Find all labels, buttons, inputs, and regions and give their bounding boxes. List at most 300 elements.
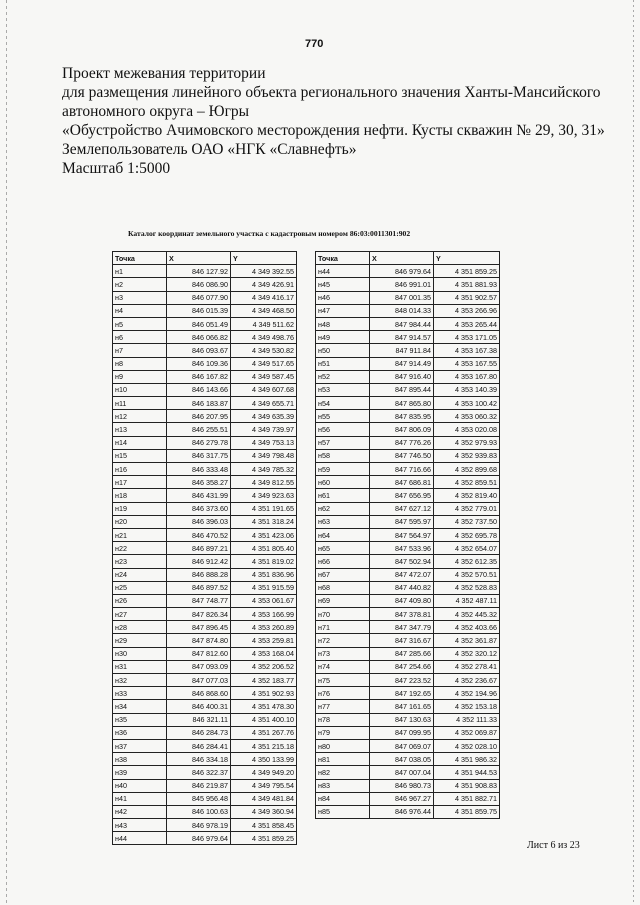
cell-y: 4 352 111.33 bbox=[434, 713, 500, 726]
cell-x: 846 321.11 bbox=[167, 713, 231, 726]
cell-point: н33 bbox=[113, 687, 167, 700]
cell-y: 4 349 468.50 bbox=[231, 304, 297, 317]
cell-y: 4 349 416.17 bbox=[231, 291, 297, 304]
cell-point: н14 bbox=[113, 436, 167, 449]
cell-y: 4 349 655.71 bbox=[231, 397, 297, 410]
cell-y: 4 349 530.82 bbox=[231, 344, 297, 357]
cell-y: 4 351 944.53 bbox=[434, 766, 500, 779]
table-row bbox=[113, 819, 297, 832]
cell-x: 847 595.97 bbox=[370, 515, 434, 528]
cell-x: 846 183.87 bbox=[167, 397, 231, 410]
cell-point: н52 bbox=[316, 370, 370, 383]
cell-point: н67 bbox=[316, 568, 370, 581]
cell-x: 847 806.09 bbox=[370, 423, 434, 436]
cell-y: 4 351 858.45 bbox=[231, 819, 297, 832]
table-row bbox=[316, 621, 500, 634]
table-row bbox=[316, 502, 500, 515]
cell-point: н84 bbox=[316, 792, 370, 805]
table-row bbox=[113, 634, 297, 647]
table-row bbox=[113, 568, 297, 581]
table-row bbox=[113, 753, 297, 766]
cell-x: 847 746.50 bbox=[370, 449, 434, 462]
cell-point: н70 bbox=[316, 608, 370, 621]
cell-x: 846 167.82 bbox=[167, 370, 231, 383]
cell-y: 4 351 859.25 bbox=[231, 832, 297, 845]
cell-point: н26 bbox=[113, 594, 167, 607]
table-row bbox=[113, 344, 297, 357]
table-row bbox=[113, 476, 297, 489]
cell-y: 4 352 153.18 bbox=[434, 700, 500, 713]
cell-y: 4 352 779.01 bbox=[434, 502, 500, 515]
cell-x: 847 378.81 bbox=[370, 608, 434, 621]
cell-x: 846 015.39 bbox=[167, 304, 231, 317]
cell-y: 4 352 528.83 bbox=[434, 581, 500, 594]
cell-y: 4 352 206.52 bbox=[231, 660, 297, 673]
cell-y: 4 351 915.59 bbox=[231, 581, 297, 594]
cell-y: 4 349 753.13 bbox=[231, 436, 297, 449]
cell-x: 846 373.60 bbox=[167, 502, 231, 515]
cell-x: 846 077.90 bbox=[167, 291, 231, 304]
cell-x: 847 564.97 bbox=[370, 528, 434, 541]
table-row bbox=[113, 317, 297, 330]
table-row bbox=[113, 805, 297, 818]
cell-point: н38 bbox=[113, 753, 167, 766]
table-row bbox=[316, 357, 500, 370]
table-row bbox=[113, 304, 297, 317]
cell-point: н62 bbox=[316, 502, 370, 515]
header-line: для размещения линейного объекта регионального значения Ханты-Мансийского bbox=[62, 84, 601, 101]
cell-x: 846 979.64 bbox=[167, 832, 231, 845]
cell-x: 846 284.41 bbox=[167, 739, 231, 752]
project-header bbox=[62, 64, 622, 178]
cell-y: 4 353 260.89 bbox=[231, 621, 297, 634]
table-body-right bbox=[316, 265, 500, 819]
cell-point: н11 bbox=[113, 397, 167, 410]
header-line: Землепользователь ОАО «НГК «Славнефть» bbox=[62, 141, 357, 158]
cell-point: н15 bbox=[113, 449, 167, 462]
table-row bbox=[316, 779, 500, 792]
column-header-x: X bbox=[370, 252, 434, 265]
cell-point: н79 bbox=[316, 726, 370, 739]
table-row bbox=[113, 449, 297, 462]
cell-y: 4 349 607.68 bbox=[231, 383, 297, 396]
scan-edge-right bbox=[633, 0, 634, 905]
coordinates-table-left bbox=[112, 251, 297, 845]
catalog-title: Каталог координат земельного участка с кадастровым номером 86:03:0011301:902 bbox=[128, 229, 411, 238]
cell-y: 4 352 654.07 bbox=[434, 542, 500, 555]
cell-point: н24 bbox=[113, 568, 167, 581]
cell-point: н64 bbox=[316, 528, 370, 541]
cell-point: н18 bbox=[113, 489, 167, 502]
cell-y: 4 352 194.96 bbox=[434, 687, 500, 700]
cell-y: 4 351 400.10 bbox=[231, 713, 297, 726]
table-row bbox=[316, 278, 500, 291]
cell-y: 4 349 511.62 bbox=[231, 317, 297, 330]
cell-point: н2 bbox=[113, 278, 167, 291]
cell-point: н4 bbox=[113, 304, 167, 317]
cell-y: 4 351 859.75 bbox=[434, 805, 500, 818]
header-line: «Обустройство Ачимовского месторождения нефти. Кусты скважин № 29, 30, 31» bbox=[62, 122, 605, 139]
table-row bbox=[113, 331, 297, 344]
cell-x: 847 826.34 bbox=[167, 608, 231, 621]
table-row bbox=[113, 555, 297, 568]
cell-x: 846 967.27 bbox=[370, 792, 434, 805]
cell-y: 4 351 908.83 bbox=[434, 779, 500, 792]
cell-point: н10 bbox=[113, 383, 167, 396]
cell-point: н83 bbox=[316, 779, 370, 792]
table-row bbox=[316, 489, 500, 502]
table-row bbox=[316, 304, 500, 317]
table-row bbox=[316, 449, 500, 462]
cell-y: 4 349 923.63 bbox=[231, 489, 297, 502]
table-row bbox=[316, 581, 500, 594]
cell-point: н7 bbox=[113, 344, 167, 357]
cell-y: 4 352 899.68 bbox=[434, 463, 500, 476]
table-row bbox=[113, 726, 297, 739]
cell-x: 847 533.96 bbox=[370, 542, 434, 555]
cell-point: н69 bbox=[316, 594, 370, 607]
table-row bbox=[316, 594, 500, 607]
table-row bbox=[316, 647, 500, 660]
cell-point: н66 bbox=[316, 555, 370, 568]
cell-point: н32 bbox=[113, 674, 167, 687]
cell-point: н72 bbox=[316, 634, 370, 647]
cell-x: 846 400.31 bbox=[167, 700, 231, 713]
cell-x: 847 316.67 bbox=[370, 634, 434, 647]
cell-x: 847 254.66 bbox=[370, 660, 434, 673]
cell-x: 847 896.45 bbox=[167, 621, 231, 634]
cell-x: 846 100.63 bbox=[167, 805, 231, 818]
cell-y: 4 351 191.65 bbox=[231, 502, 297, 515]
table-row bbox=[316, 528, 500, 541]
cell-point: н30 bbox=[113, 647, 167, 660]
cell-x: 847 093.09 bbox=[167, 660, 231, 673]
cell-y: 4 352 403.66 bbox=[434, 621, 500, 634]
cell-y: 4 352 445.32 bbox=[434, 608, 500, 621]
cell-y: 4 349 798.48 bbox=[231, 449, 297, 462]
table-row bbox=[113, 766, 297, 779]
cell-point: н50 bbox=[316, 344, 370, 357]
cell-x: 847 001.35 bbox=[370, 291, 434, 304]
cell-point: н31 bbox=[113, 660, 167, 673]
table-row bbox=[316, 766, 500, 779]
cell-point: н5 bbox=[113, 317, 167, 330]
cell-x: 847 347.79 bbox=[370, 621, 434, 634]
cell-point: н42 bbox=[113, 805, 167, 818]
cell-point: н61 bbox=[316, 489, 370, 502]
table-row bbox=[113, 779, 297, 792]
table-body-left bbox=[113, 265, 297, 845]
cell-point: н68 bbox=[316, 581, 370, 594]
cell-x: 846 868.60 bbox=[167, 687, 231, 700]
cell-y: 4 353 061.67 bbox=[231, 594, 297, 607]
cell-x: 847 130.63 bbox=[370, 713, 434, 726]
column-header-point: Точка bbox=[113, 252, 167, 265]
cell-y: 4 353 140.39 bbox=[434, 383, 500, 396]
cell-x: 847 627.12 bbox=[370, 502, 434, 515]
table-row bbox=[316, 713, 500, 726]
table-row bbox=[316, 792, 500, 805]
cell-x: 846 358.27 bbox=[167, 476, 231, 489]
table-row bbox=[113, 713, 297, 726]
table-row bbox=[316, 555, 500, 568]
cell-x: 846 051.49 bbox=[167, 317, 231, 330]
cell-point: н58 bbox=[316, 449, 370, 462]
cell-x: 846 093.67 bbox=[167, 344, 231, 357]
cell-x: 846 284.73 bbox=[167, 726, 231, 739]
cell-x: 847 914.49 bbox=[370, 357, 434, 370]
table-row bbox=[316, 436, 500, 449]
header-line: автономного округа – Югры bbox=[62, 103, 250, 120]
cell-x: 847 223.52 bbox=[370, 674, 434, 687]
cell-x: 847 077.03 bbox=[167, 674, 231, 687]
cell-point: н17 bbox=[113, 476, 167, 489]
table-row bbox=[316, 370, 500, 383]
column-header-point: Точка bbox=[316, 252, 370, 265]
cell-point: н71 bbox=[316, 621, 370, 634]
table-row bbox=[316, 726, 500, 739]
table-row bbox=[316, 410, 500, 423]
cell-x: 846 978.19 bbox=[167, 819, 231, 832]
scan-edge-left bbox=[6, 0, 7, 905]
cell-y: 4 349 949.20 bbox=[231, 766, 297, 779]
table-row bbox=[316, 397, 500, 410]
cell-y: 4 352 236.67 bbox=[434, 674, 500, 687]
cell-y: 4 351 902.93 bbox=[231, 687, 297, 700]
cell-point: н60 bbox=[316, 476, 370, 489]
table-row bbox=[316, 805, 500, 818]
cell-x: 847 835.95 bbox=[370, 410, 434, 423]
cell-x: 847 472.07 bbox=[370, 568, 434, 581]
table-row bbox=[316, 739, 500, 752]
table-row bbox=[113, 463, 297, 476]
cell-x: 847 007.04 bbox=[370, 766, 434, 779]
table-row bbox=[113, 621, 297, 634]
cell-point: н85 bbox=[316, 805, 370, 818]
cell-x: 847 895.44 bbox=[370, 383, 434, 396]
cell-point: н44 bbox=[316, 265, 370, 278]
cell-y: 4 349 587.45 bbox=[231, 370, 297, 383]
cell-y: 4 352 361.87 bbox=[434, 634, 500, 647]
cell-y: 4 353 166.99 bbox=[231, 608, 297, 621]
cell-x: 847 916.40 bbox=[370, 370, 434, 383]
cell-x: 846 279.78 bbox=[167, 436, 231, 449]
table-header-row bbox=[316, 252, 500, 265]
cell-x: 846 470.52 bbox=[167, 528, 231, 541]
cell-y: 4 351 819.02 bbox=[231, 555, 297, 568]
table-row bbox=[316, 383, 500, 396]
cell-y: 4 349 739.97 bbox=[231, 423, 297, 436]
cell-x: 847 911.84 bbox=[370, 344, 434, 357]
table-row bbox=[113, 436, 297, 449]
cell-x: 848 014.33 bbox=[370, 304, 434, 317]
cell-y: 4 352 487.11 bbox=[434, 594, 500, 607]
cell-point: н36 bbox=[113, 726, 167, 739]
cell-x: 846 109.36 bbox=[167, 357, 231, 370]
cell-y: 4 351 902.57 bbox=[434, 291, 500, 304]
cell-x: 846 086.90 bbox=[167, 278, 231, 291]
table-row bbox=[316, 542, 500, 555]
cell-point: н16 bbox=[113, 463, 167, 476]
cell-point: н28 bbox=[113, 621, 167, 634]
cell-x: 846 396.03 bbox=[167, 515, 231, 528]
cell-point: н53 bbox=[316, 383, 370, 396]
cell-x: 846 897.52 bbox=[167, 581, 231, 594]
cell-point: н49 bbox=[316, 331, 370, 344]
cell-point: н65 bbox=[316, 542, 370, 555]
cell-y: 4 353 020.08 bbox=[434, 423, 500, 436]
table-header-row bbox=[113, 252, 297, 265]
cell-point: н81 bbox=[316, 753, 370, 766]
cell-point: н37 bbox=[113, 739, 167, 752]
cell-x: 846 207.95 bbox=[167, 410, 231, 423]
cell-y: 4 350 133.99 bbox=[231, 753, 297, 766]
table-row bbox=[113, 542, 297, 555]
table-row bbox=[113, 489, 297, 502]
cell-point: н80 bbox=[316, 739, 370, 752]
cell-y: 4 352 320.12 bbox=[434, 647, 500, 660]
cell-x: 847 716.66 bbox=[370, 463, 434, 476]
cell-y: 4 351 478.30 bbox=[231, 700, 297, 713]
cell-y: 4 351 267.76 bbox=[231, 726, 297, 739]
table-row bbox=[316, 674, 500, 687]
cell-point: н43 bbox=[113, 819, 167, 832]
cell-y: 4 353 265.44 bbox=[434, 317, 500, 330]
table-row bbox=[113, 357, 297, 370]
cell-point: н47 bbox=[316, 304, 370, 317]
cell-x: 846 219.87 bbox=[167, 779, 231, 792]
cell-y: 4 352 819.40 bbox=[434, 489, 500, 502]
table-row bbox=[316, 423, 500, 436]
cell-x: 846 979.64 bbox=[370, 265, 434, 278]
table-row bbox=[316, 463, 500, 476]
header-line: Масштаб 1:5000 bbox=[62, 160, 171, 177]
cell-x: 847 984.44 bbox=[370, 317, 434, 330]
column-header-y: Y bbox=[231, 252, 297, 265]
cell-point: н29 bbox=[113, 634, 167, 647]
cell-point: н57 bbox=[316, 436, 370, 449]
cell-y: 4 352 612.35 bbox=[434, 555, 500, 568]
cell-point: н20 bbox=[113, 515, 167, 528]
cell-y: 4 351 805.40 bbox=[231, 542, 297, 555]
header-line: Проект межевания территории bbox=[62, 65, 266, 82]
cell-y: 4 353 266.96 bbox=[434, 304, 500, 317]
table-row bbox=[113, 700, 297, 713]
cell-x: 847 914.57 bbox=[370, 331, 434, 344]
cell-point: н27 bbox=[113, 608, 167, 621]
table-row bbox=[316, 331, 500, 344]
cell-y: 4 351 423.06 bbox=[231, 528, 297, 541]
table-row bbox=[113, 594, 297, 607]
cell-point: н59 bbox=[316, 463, 370, 476]
cell-point: н35 bbox=[113, 713, 167, 726]
cell-x: 847 409.80 bbox=[370, 594, 434, 607]
cell-point: н73 bbox=[316, 647, 370, 660]
cell-y: 4 352 859.51 bbox=[434, 476, 500, 489]
cell-x: 846 431.99 bbox=[167, 489, 231, 502]
cell-x: 846 066.82 bbox=[167, 331, 231, 344]
cell-point: н45 bbox=[316, 278, 370, 291]
cell-point: н21 bbox=[113, 528, 167, 541]
cell-x: 846 991.01 bbox=[370, 278, 434, 291]
cell-y: 4 351 986.32 bbox=[434, 753, 500, 766]
cell-x: 846 333.48 bbox=[167, 463, 231, 476]
cell-point: н63 bbox=[316, 515, 370, 528]
table-row bbox=[113, 515, 297, 528]
cell-x: 846 143.66 bbox=[167, 383, 231, 396]
table-row bbox=[316, 568, 500, 581]
cell-y: 4 351 318.24 bbox=[231, 515, 297, 528]
cell-x: 847 686.81 bbox=[370, 476, 434, 489]
table-row bbox=[316, 476, 500, 489]
sheet-label: Лист 6 из 23 bbox=[527, 840, 580, 851]
table-row bbox=[113, 265, 297, 278]
table-row bbox=[113, 291, 297, 304]
cell-x: 847 865.80 bbox=[370, 397, 434, 410]
cell-y: 4 352 278.41 bbox=[434, 660, 500, 673]
cell-y: 4 349 392.55 bbox=[231, 265, 297, 278]
cell-point: н8 bbox=[113, 357, 167, 370]
table-row bbox=[316, 634, 500, 647]
cell-point: н82 bbox=[316, 766, 370, 779]
cell-point: н78 bbox=[316, 713, 370, 726]
table-row bbox=[316, 608, 500, 621]
cell-y: 4 349 635.39 bbox=[231, 410, 297, 423]
cell-x: 847 776.26 bbox=[370, 436, 434, 449]
cell-y: 4 352 570.51 bbox=[434, 568, 500, 581]
cell-x: 847 656.95 bbox=[370, 489, 434, 502]
cell-x: 846 317.75 bbox=[167, 449, 231, 462]
cell-x: 847 502.94 bbox=[370, 555, 434, 568]
table-row bbox=[316, 291, 500, 304]
coordinates-table-right bbox=[315, 251, 500, 819]
cell-y: 4 349 517.65 bbox=[231, 357, 297, 370]
cell-x: 847 161.65 bbox=[370, 700, 434, 713]
table-row bbox=[113, 647, 297, 660]
cell-point: н46 bbox=[316, 291, 370, 304]
table-row bbox=[113, 370, 297, 383]
cell-x: 846 322.37 bbox=[167, 766, 231, 779]
cell-x: 847 748.77 bbox=[167, 594, 231, 607]
cell-y: 4 353 100.42 bbox=[434, 397, 500, 410]
cell-x: 846 976.44 bbox=[370, 805, 434, 818]
cell-point: н56 bbox=[316, 423, 370, 436]
table-row bbox=[113, 660, 297, 673]
cell-y: 4 349 795.54 bbox=[231, 779, 297, 792]
table-row bbox=[113, 581, 297, 594]
cell-x: 847 285.66 bbox=[370, 647, 434, 660]
cell-point: н9 bbox=[113, 370, 167, 383]
table-row bbox=[113, 608, 297, 621]
cell-x: 847 192.65 bbox=[370, 687, 434, 700]
cell-y: 4 353 167.55 bbox=[434, 357, 500, 370]
cell-x: 846 334.18 bbox=[167, 753, 231, 766]
table-row bbox=[113, 383, 297, 396]
table-row bbox=[113, 792, 297, 805]
table-row bbox=[316, 344, 500, 357]
cell-y: 4 353 171.05 bbox=[434, 331, 500, 344]
cell-y: 4 352 737.50 bbox=[434, 515, 500, 528]
table-row bbox=[113, 278, 297, 291]
cell-x: 847 440.82 bbox=[370, 581, 434, 594]
cell-y: 4 351 859.25 bbox=[434, 265, 500, 278]
column-header-x: X bbox=[167, 252, 231, 265]
cell-point: н19 bbox=[113, 502, 167, 515]
cell-x: 846 897.21 bbox=[167, 542, 231, 555]
cell-y: 4 353 167.38 bbox=[434, 344, 500, 357]
cell-point: н34 bbox=[113, 700, 167, 713]
cell-x: 847 099.95 bbox=[370, 726, 434, 739]
